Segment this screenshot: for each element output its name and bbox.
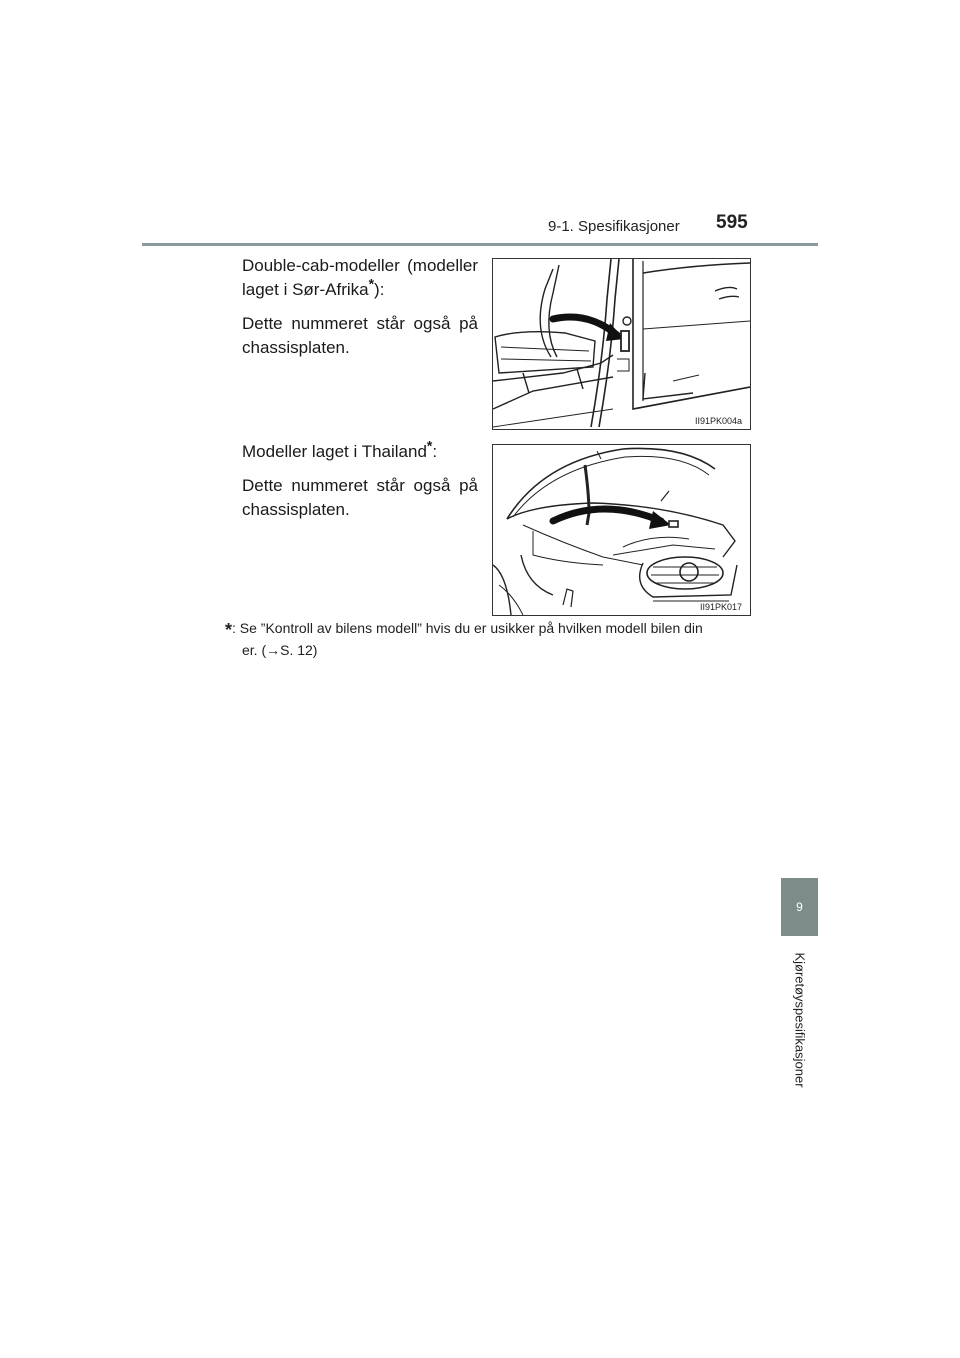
figure-code: II91PK017 bbox=[699, 602, 742, 612]
item-note: Dette nummeret står også på chassisplaten. bbox=[242, 314, 478, 357]
door-pillar-illustration bbox=[492, 258, 751, 430]
figure-code: II91PK004a bbox=[694, 416, 742, 426]
footnote-marker: * bbox=[225, 620, 233, 640]
header-rule bbox=[142, 243, 818, 246]
asterisk-marker: * bbox=[426, 437, 433, 454]
item-note: Dette nummeret står også på chassisplaten. bbox=[242, 476, 478, 519]
item-heading: Modeller laget i Thailand*: bbox=[242, 437, 438, 461]
chapter-label-text: Kjøretøyspesifikasjoner bbox=[792, 952, 808, 1088]
footnote-line: *: Se ”Kontroll av bilens modell” hvis du er usikker på hvilken modell bilen din bbox=[225, 620, 703, 640]
asterisk-marker: * bbox=[368, 275, 375, 292]
footnote-line-2: er. (→S. 12) bbox=[242, 642, 318, 658]
engine-bay-illustration bbox=[492, 444, 751, 616]
chapter-label bbox=[782, 940, 818, 1100]
item-engine-bay-text bbox=[242, 437, 478, 522]
item-door-pillar-text bbox=[242, 254, 478, 360]
section-title: 9-1. Spesifikasjoner bbox=[548, 218, 680, 235]
footnote bbox=[225, 618, 755, 660]
item-heading: Double-cab-modeller (modeller laget i Sør-Afrika*): bbox=[242, 256, 478, 299]
page-number: 595 bbox=[716, 212, 748, 233]
engine-bay-drawing bbox=[493, 445, 750, 615]
chapter-tab: 9 bbox=[781, 878, 818, 936]
door-pillar-drawing bbox=[493, 259, 750, 429]
